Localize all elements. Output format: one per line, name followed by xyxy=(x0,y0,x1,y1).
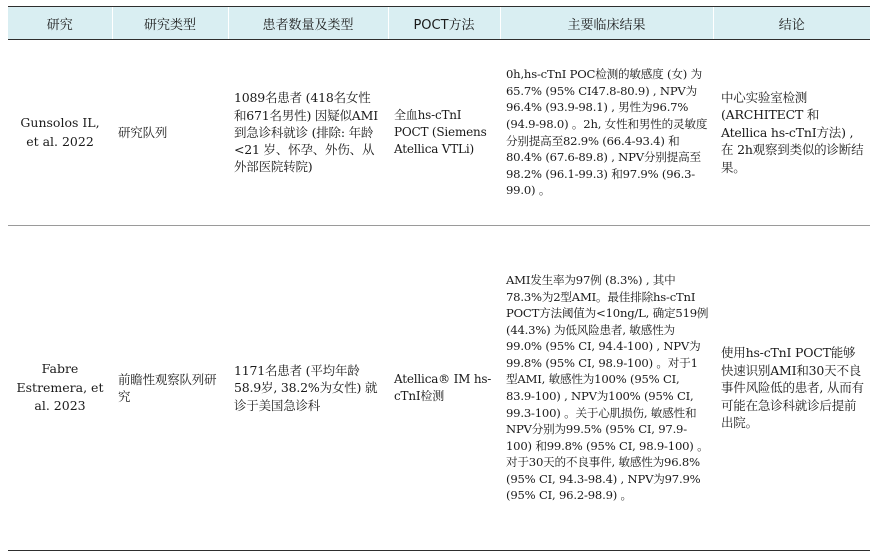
header-study-type: 研究类型 xyxy=(112,7,228,40)
cell-results: 0h,hs-cTnI POC检测的敏感度 (女) 为65.7% (95% CI47.8-80.9) , NPV为96.4% (93.9-98.1) , 男性为96.7% (94.9-98.0) 。2h, 女性和男性的灵敏度分别提高至82.9% (66.4-93.4) 和80.4% (67.6-89.8) , NPV分别提高至98.2% (96.1-99.3) 和97.9% (96.3- 99.0) 。 xyxy=(500,40,713,226)
cell-conclusion: 使用hs-cTnI POCT能够快速识别AMI和30天不良事件风险低的患者, 从而有可能在急诊科就诊后提前出院。 xyxy=(713,226,870,551)
header-study: 研究 xyxy=(8,7,112,40)
cell-study: Fabre Estremera, et al. 2023 xyxy=(8,226,112,551)
cell-patients: 1171名患者 (平均年龄58.9岁, 38.2%为女性) 就诊于美国急诊科 xyxy=(228,226,388,551)
cell-poct-method: 全血hs-cTnI POCT (Siemens Atellica VTLi) xyxy=(388,40,500,226)
cell-patients: 1089名患者 (418名女性和671名男性) 因疑似AMI到急诊科就诊 (排除: 年龄<21 岁、怀孕、外伤、从外部医院转院) xyxy=(228,40,388,226)
clinical-studies-table xyxy=(8,6,870,551)
cell-study-type: 前瞻性观察队列研究 xyxy=(112,226,228,551)
cell-poct-method: Atellica® IM hs-cTnI检测 xyxy=(388,226,500,551)
header-poct-method: POCT方法 xyxy=(388,7,500,40)
table-row xyxy=(8,226,870,551)
cell-conclusion: 中心实验室检测 (ARCHITECT 和 Atellica hs-cTnI方法) , 在 2h观察到类似的诊断结果。 xyxy=(713,40,870,226)
cell-results: AMI发生率为97例 (8.3%) , 其中78.3%为2型AMI。最佳排除hs-cTnI POCT方法阈值为<10ng/L, 确定519例 (44.3%) 为低风险患者, 敏感性为99.0% (95% CI, 94.4-100) , NPV为99.8% (95% CI, 98.9-100) 。对于1型AMI, 敏感性为100% (95% CI, 83.9-100) , NPV为100% (95% CI, 99.3-100) 。关于心肌损伤, 敏感性和NPV分别为99.5% (95% CI, 97.9-100) 和99.8% (95% CI, 98.9-100) 。对于30天的不良事件, 敏感性为96.8% (95% CI, 94.3-98.4) , NPV为97.9% (95% CI, 96.2-98.9) 。 xyxy=(500,226,713,551)
cell-study-type: 研究队列 xyxy=(112,40,228,226)
table-header-row xyxy=(8,7,870,40)
header-patients: 患者数量及类型 xyxy=(228,7,388,40)
header-results: 主要临床结果 xyxy=(500,7,713,40)
cell-study: Gunsolos IL, et al. 2022 xyxy=(8,40,112,226)
header-conclusion: 结论 xyxy=(713,7,870,40)
table-row xyxy=(8,40,870,226)
